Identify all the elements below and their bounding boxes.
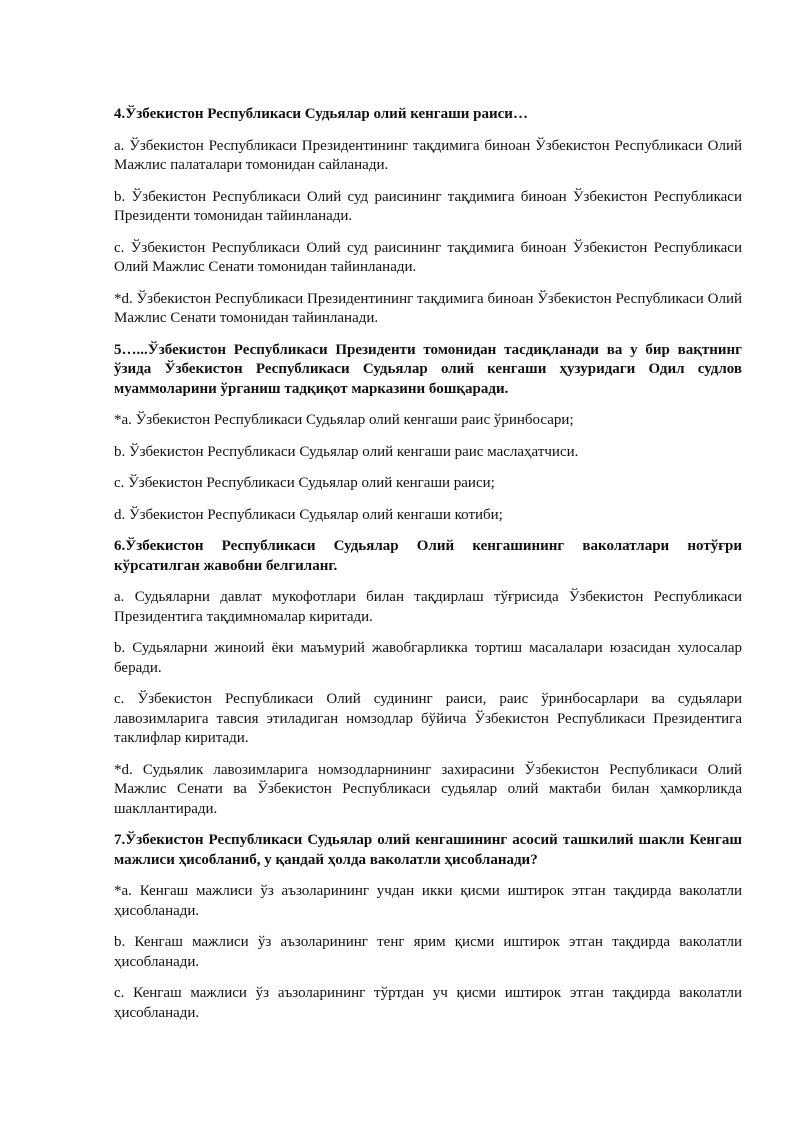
question-7-option-b: b. Кенгаш мажлиси ўз аъзоларининг тенг ярим қисми иштирок этган тақдирда ваколатли ҳисобланади. — [114, 934, 742, 970]
question-4-option-c: c. Ўзбекистон Республикаси Олий суд раисининг тақдимига биноан Ўзбекистон Республикаси Олий Мажлис Сенати томонидан тайинланади. — [114, 239, 742, 275]
question-4-option-d: *d. Ўзбекистон Республикаси Президентининг тақдимига биноан Ўзбекистон Республикаси Олий Мажлис Сенати томонидан тайинланади. — [114, 290, 742, 326]
question-7-option-a: *a. Кенгаш мажлиси ўз аъзоларининг учдан икки қисми иштирок этган тақдирда ваколатли ҳисобланади. — [114, 883, 742, 919]
question-4: 4.Ўзбекистон Республикаси Судьялар олий кенгаши раиси… — [114, 106, 528, 122]
question-6-option-c: c. Ўзбекистон Республикаси Олий судининг раиси, раис ўринбосарлари ва судьялари лавозимларига тавсия этиладиган номзодлар бўйича Ўзбекистон Республикаси Президентига таклифлар киритади. — [114, 691, 742, 746]
question-6-option-b: b. Судьяларни жиноий ёки маъмурий жавобгарликка тортиш масалалари юзасидан хулосалар беради. — [114, 640, 742, 676]
question-6: 6.Ўзбекистон Республикаси Судьялар Олий кенгашининг ваколатлари нотўғри кўрсатилган жавобни белгиланг. — [114, 538, 742, 574]
question-5-option-d: d. Ўзбекистон Республикаси Судьялар олий кенгаши котиби; — [114, 506, 503, 523]
question-5-option-c: c. Ўзбекистон Республикаси Судьялар олий кенгаши раиси; — [114, 475, 495, 491]
document-page — [114, 105, 742, 1035]
question-4-option-b: b. Ўзбекистон Республикаси Олий суд раисининг тақдимига биноан Ўзбекистон Республикаси Президенти томонидан тайинланади. — [114, 188, 742, 224]
question-6-option-d: *d. Судьялик лавозимларига номзодларнининг захирасини Ўзбекистон Республикаси Олий Мажлис Сенати ва Ўзбекистон Республикаси судьялар олий мактаби билан ҳамкорликда шакллантиради. — [114, 761, 742, 817]
question-7-option-c: c. Кенгаш мажлиси ўз аъзоларининг тўртдан уч қисми иштирок этган тақдирда ваколатли ҳисобланади. — [114, 985, 742, 1021]
question-7: 7.Ўзбекистон Республикаси Судьялар олий кенгашининг асосий ташкилий шакли Кенгаш мажлиси ҳисобланиб, у қандай ҳолда ваколатли ҳисобланади? — [114, 832, 742, 868]
question-5: 5…...Ўзбекистон Республикаси Президенти томонидан тасдиқланади ва у бир вақтнинг ўзида Ўзбекистон Республикаси Судьялар олий кенгаши ҳузуридаги Одил судлов муаммоларини ўрганиш тадқиқот марказини бошқаради. — [114, 341, 742, 397]
question-6-option-a: a. Судьяларни давлат мукофотлари билан тақдирлаш тўғрисида Ўзбекистон Республикаси Президентига тақдимномалар киритади. — [114, 589, 742, 625]
question-5-option-a: *a. Ўзбекистон Республикаси Судьялар олий кенгаши раис ўринбосари; — [114, 412, 574, 428]
question-4-option-a: a. Ўзбекистон Республикаси Президентининг тақдимига биноан Ўзбекистон Республикаси Олий Мажлис палаталари томонидан сайланади. — [114, 137, 742, 173]
question-5-option-b: b. Ўзбекистон Республикаси Судьялар олий кенгаши раис маслаҳатчиси. — [114, 443, 579, 460]
